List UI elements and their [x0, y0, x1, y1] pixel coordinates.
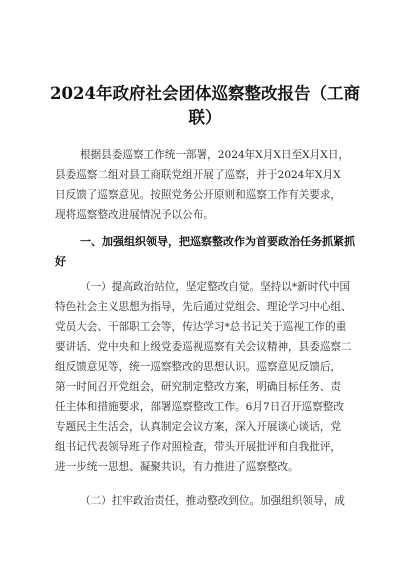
paragraph-2-line-7: 任主体和措施要求，部署巡察整改工作。6月7日召开巡察整改 [55, 401, 344, 413]
paragraph-1-line-1: 根据县委巡察工作统一部署，2024年X月X日至X月X日， [80, 149, 350, 161]
paragraph-2-line-9: 组书记代表领导班子作对照检查，带头开展批评和自我批评， [55, 441, 342, 453]
section-heading-1-line-1: 一、加强组织领导，把巡察整改作为首要政治任务抓紧抓 [80, 235, 355, 248]
paragraph-2-line-2: 特色社会主义思想为指导，先后通过党组会、理论学习中心组、 [55, 301, 352, 313]
paragraph-2-line-4: 要讲话、党中央和上级党委巡视巡察有关会议精神，县委巡察二 [55, 341, 352, 353]
paragraph-2-line-6: 第一时间召开党组会，研究制定整改方案，明确目标任务、责 [55, 381, 342, 393]
section-heading-1-line-2: 好 [55, 255, 66, 268]
paragraph-2-line-10: 进一步统一思想、凝聚共识，有力推进了巡察整改。 [55, 461, 299, 473]
paragraph-1-line-4: 现将巡察整改进展情况予以公布。 [55, 209, 214, 221]
paragraph-3-line-1: （二）扛牢政治责任，推动整改到位。加强组织领导，成 [80, 495, 345, 507]
paragraph-2-line-5: 组反馈意见等，统一巡察整改的思想认识。巡察意见反馈后， [55, 361, 342, 373]
paragraph-2-line-8: 专题民主生活会，认真制定会议方案，深入开展谈心谈话，党 [55, 421, 342, 433]
paragraph-2-line-3: 党员大会、干部职工会等，传达学习*总书记关于巡视工作的重 [55, 321, 347, 333]
document-title-line-2: 联） [188, 108, 222, 127]
document-title-line-1: 2024年政府社会团体巡察整改报告（工商 [50, 84, 360, 103]
paragraph-2-line-1: （一）提高政治站位，坚定整改自觉。坚持以*新时代中国 [80, 281, 351, 293]
paragraph-1-line-2: 县委巡察二组对县工商联党组开展了巡察，并于2024年X月X [55, 169, 341, 181]
paragraph-1-line-3: 日反馈了巡察意见。按照党务公开原则和巡察工作有关要求， [55, 189, 342, 201]
